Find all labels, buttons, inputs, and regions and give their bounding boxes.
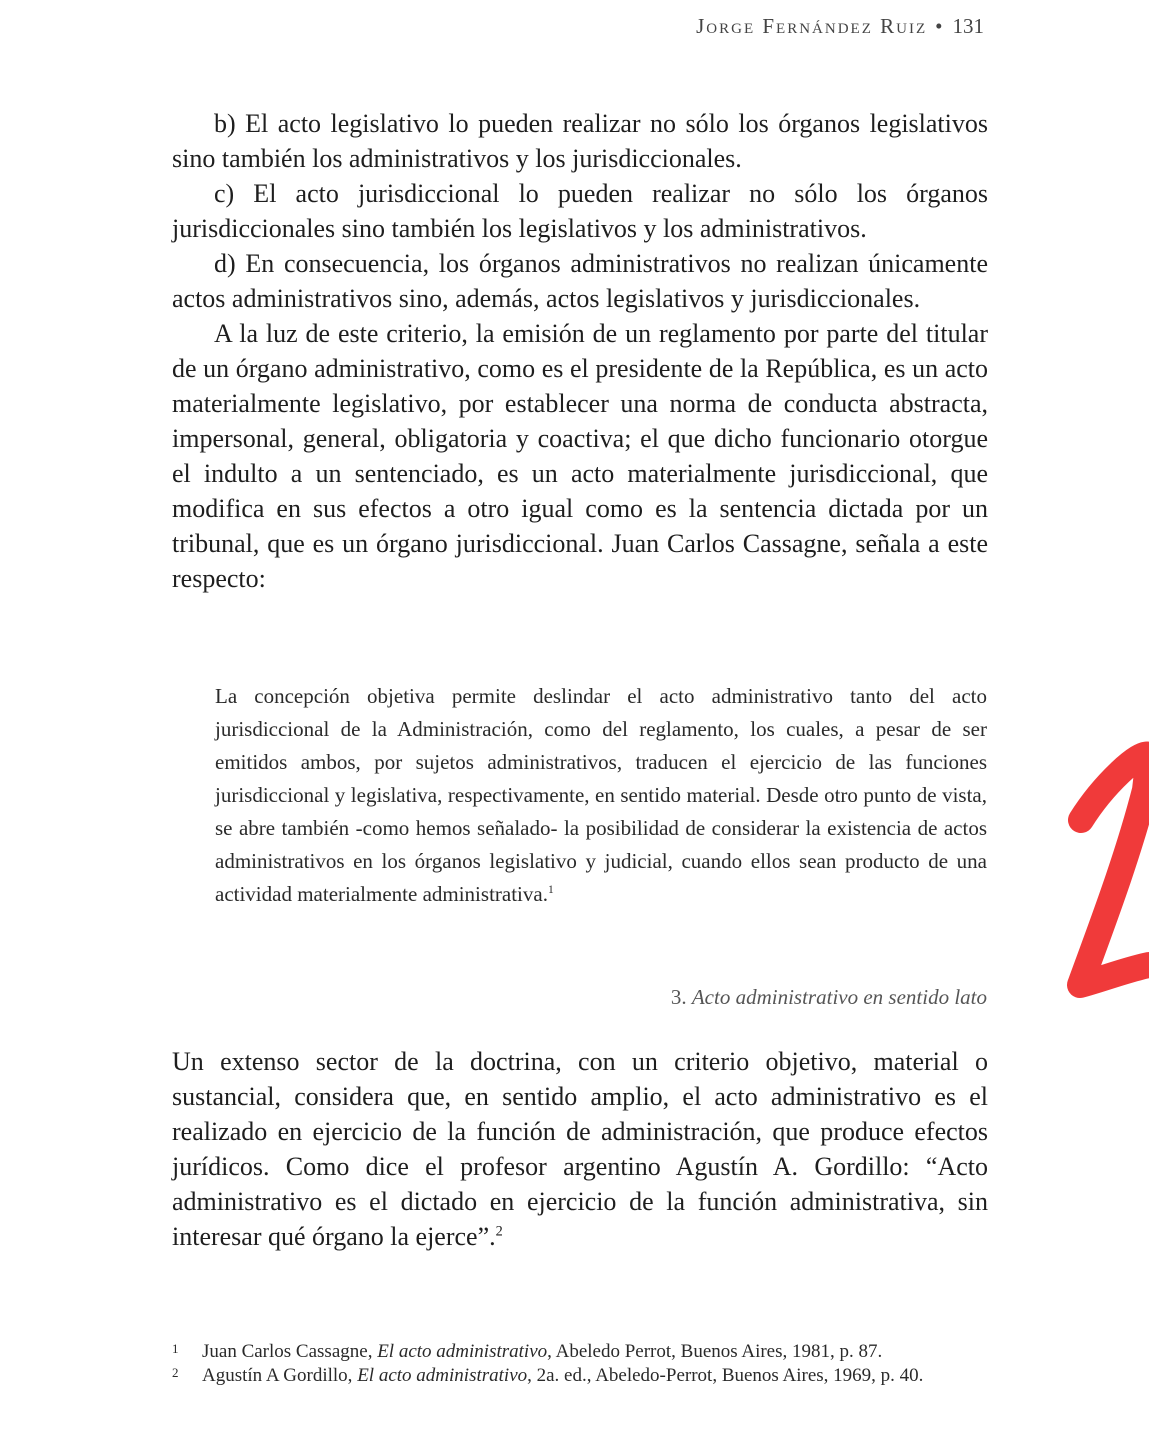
section-title: Acto administrativo en sentido lato bbox=[691, 985, 987, 1009]
paragraph-gordillo: Un extenso sector de la doctrina, con un criterio objetivo, material o sustancial, considera que, en sentido amplio, el acto administrativo es el realizado en ejercicio de la función de administración, que produce efectos jurídicos. Como dice el profesor argentino Agustín A. Gordillo: “Acto administrativo es el dictado en ejercicio de la función administrativa, sin interesar qué órgano la ejerce”. bbox=[172, 1047, 988, 1251]
section-heading bbox=[671, 985, 987, 1010]
footnote-number: 2 bbox=[172, 1365, 179, 1380]
header-separator: • bbox=[935, 14, 945, 38]
body-text-bottom bbox=[172, 1044, 988, 1254]
paragraph-c: c) El acto jurisdiccional lo pueden realizar no sólo los órganos jurisdiccionales sino también los legislativos y los administrativos. bbox=[172, 179, 988, 243]
section-number: 3. bbox=[670, 985, 687, 1009]
page-number: 131 bbox=[952, 14, 984, 38]
handwritten-annotation-mark bbox=[1045, 730, 1149, 1030]
footnote-details: , Abeledo Perrot, Buenos Aires, 1981, p. 87. bbox=[547, 1341, 883, 1362]
paragraph-d: d) En consecuencia, los órganos administrativos no realizan únicamente actos administrativos sino, además, actos legislativos y jurisdiccionales. bbox=[172, 249, 988, 313]
quote-text: La concepción objetiva permite deslindar el acto administrativo tanto del acto jurisdiccional de la Administración, como del reglamento, los cuales, a pesar de ser emitidos ambos, por sujetos administrativos, traducen el ejercicio de las funciones jurisdiccional y legislativa, respectivamente, en sentido material. Desde otro punto de vista, se abre también -como hemos señalado- la posibilidad de considerar la existencia de actos administrativos en los órganos legislativo y judicial, cuando ellos sean producto de una actividad materialmente administrativa. bbox=[215, 684, 987, 906]
footnote-2 bbox=[172, 1364, 988, 1388]
paragraph-b: b) El acto legislativo lo pueden realizar no sólo los órganos legislativos sino también los administrativos y los jurisdiccionales. bbox=[172, 109, 988, 173]
footnote-author: Juan Carlos Cassagne, bbox=[202, 1341, 378, 1362]
footnote-ref-1[interactable]: 1 bbox=[547, 884, 554, 896]
footnote-details: , 2a. ed., Abeledo-Perrot, Buenos Aires, 1969, p. 40. bbox=[527, 1365, 924, 1386]
header-author: Jorge Fernández Ruiz bbox=[696, 14, 928, 38]
footnote-title: El acto administrativo bbox=[357, 1365, 528, 1386]
footnote-author: Agustín A Gordillo, bbox=[202, 1365, 358, 1386]
footnote-ref-2[interactable]: 2 bbox=[495, 1223, 503, 1240]
block-quote bbox=[215, 680, 987, 911]
footnote-title: El acto administrativo bbox=[377, 1341, 548, 1362]
footnotes bbox=[172, 1340, 988, 1388]
paragraph-criterio: A la luz de este criterio, la emisión de un reglamento por parte del titular de un órgano administrativo, como es el presidente de la República, es un acto materialmente legislativo, por establecer una norma de conducta abstracta, impersonal, general, obligatoria y coactiva; el que dicho funcionario otorgue el indulto a un sentenciado, es un acto materialmente jurisdiccional, que modifica en sus efectos a otro igual como es la sentencia dictada por un tribunal, que es un órgano jurisdiccional. Juan Carlos Cassagne, señala a este respecto: bbox=[172, 319, 988, 593]
running-header bbox=[696, 14, 984, 39]
footnote-1 bbox=[172, 1340, 988, 1364]
footnote-number: 1 bbox=[172, 1341, 179, 1356]
body-text-top bbox=[172, 106, 988, 596]
